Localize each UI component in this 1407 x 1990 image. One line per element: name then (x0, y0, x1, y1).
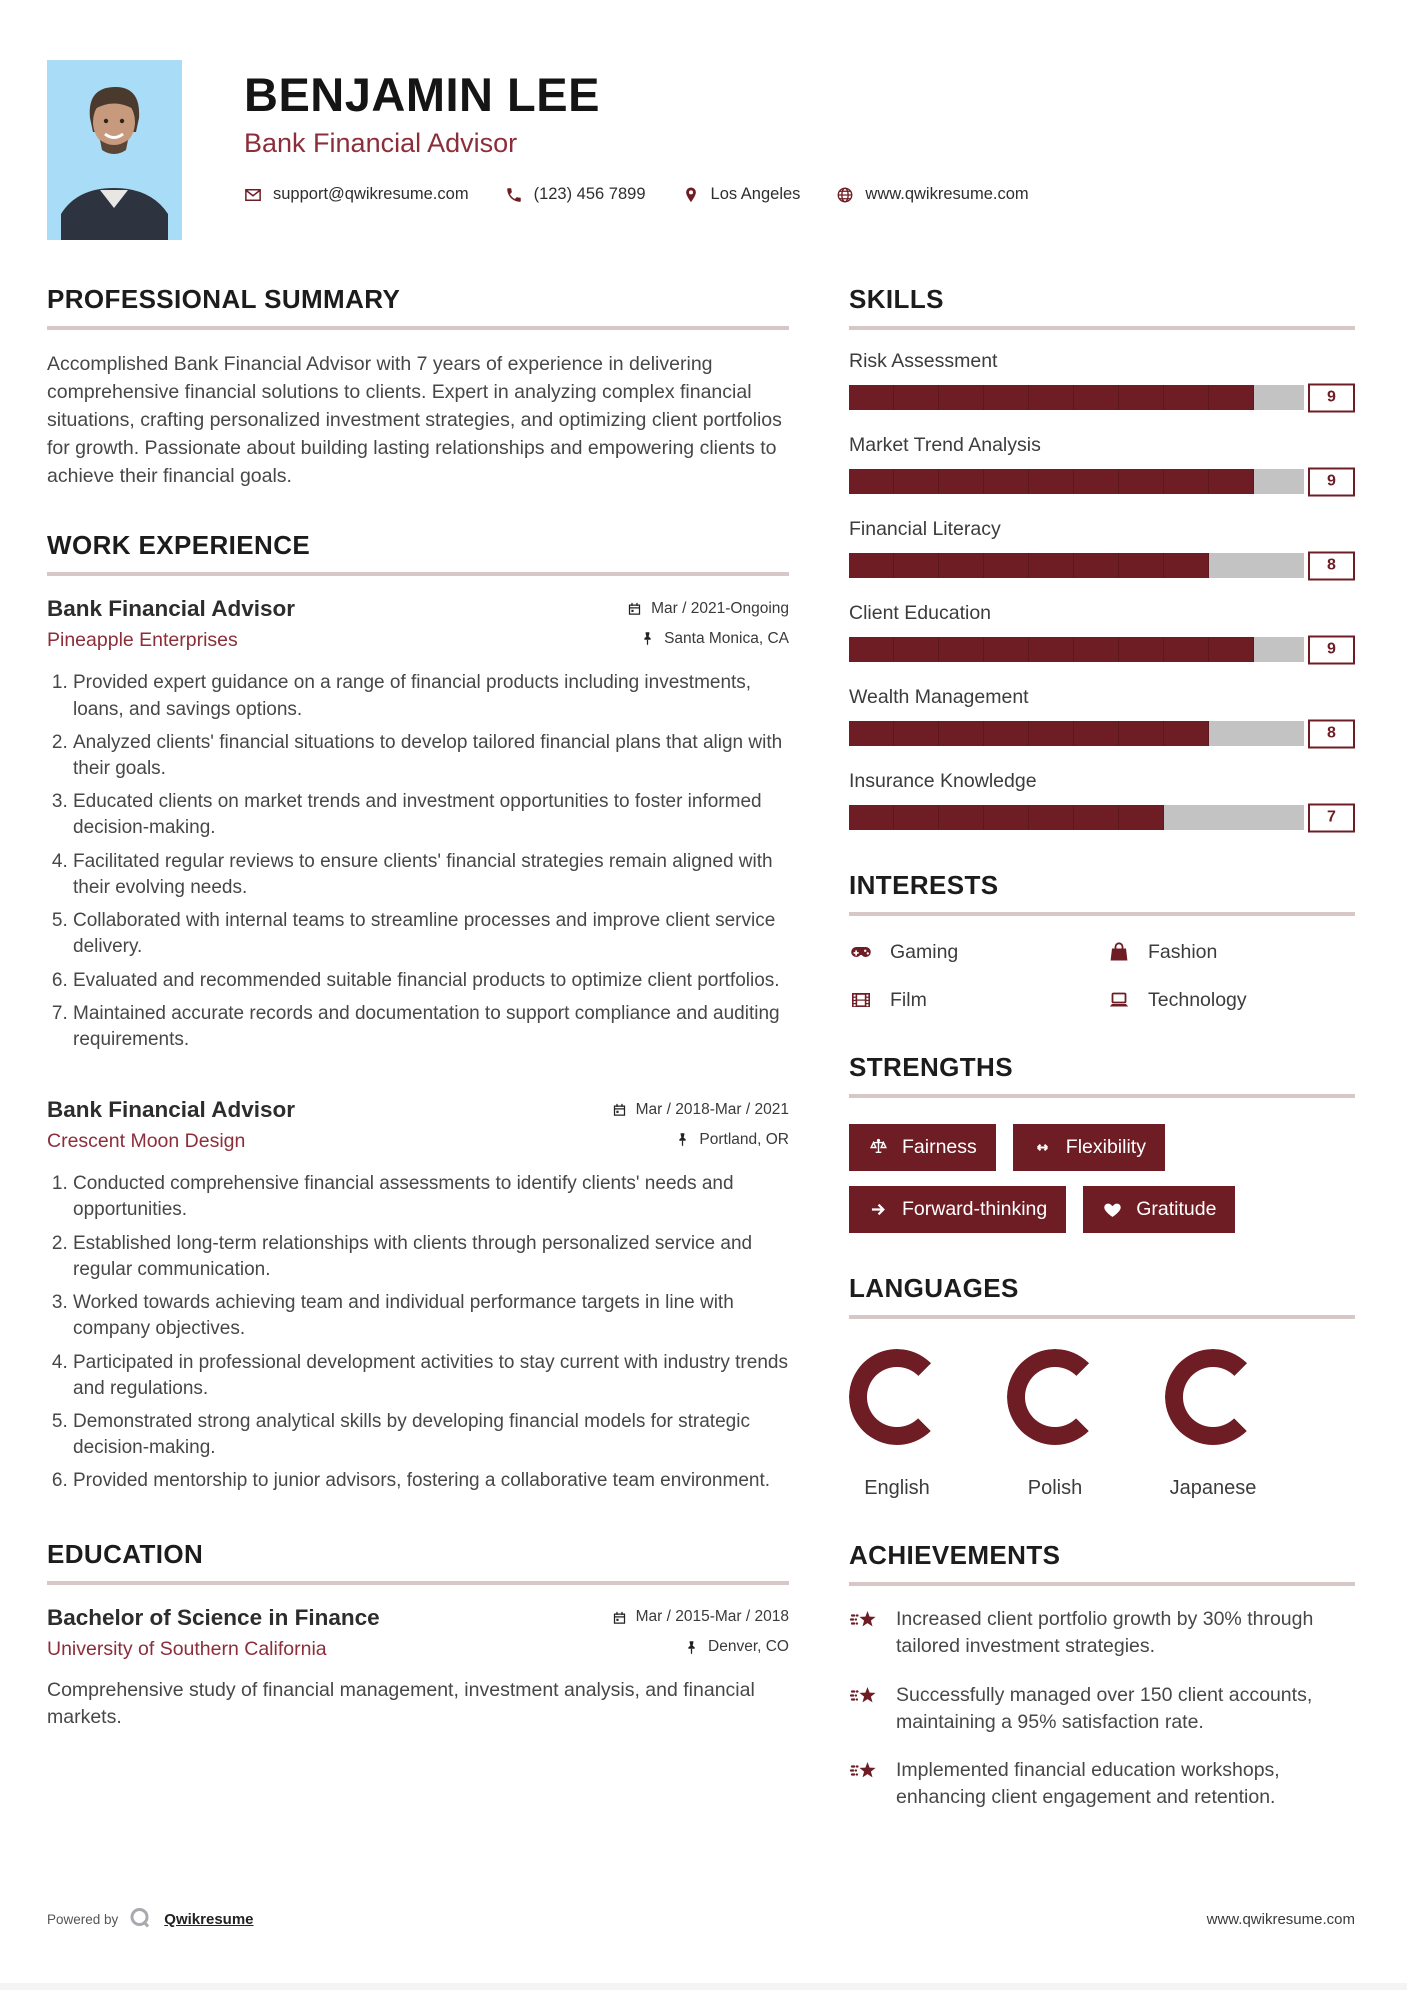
section-professional-summary (47, 284, 789, 490)
skill-score-badge: 9 (1308, 467, 1355, 496)
shopping-bag-icon (1107, 940, 1131, 964)
interest-label: Gaming (890, 940, 959, 963)
language-level-ring (849, 1349, 945, 1445)
skill-bar (849, 721, 1355, 746)
interest-item (1107, 988, 1355, 1012)
strength-badge (849, 1186, 1066, 1233)
achievement-list (849, 1606, 1355, 1812)
shooting-star-icon (849, 1683, 879, 1713)
skill-label: Wealth Management (849, 686, 1029, 708)
job-date (612, 1101, 789, 1119)
skill-score-badge: 8 (1308, 551, 1355, 580)
interest-item (1107, 940, 1355, 964)
job-date-text: Mar / 2018-Mar / 2021 (635, 1100, 789, 1118)
language-list (849, 1339, 1355, 1500)
job-location (675, 1131, 789, 1149)
pushpin-icon (684, 1640, 699, 1655)
section-education (47, 1539, 789, 1732)
job-bullet: 4. Facilitated regular reviews to ensure clients' financial strategies remain aligned with their evolving needs. (73, 849, 789, 901)
skill-item (849, 434, 1355, 494)
language-item (849, 1349, 945, 1500)
job-bullet: 1. Conducted comprehensive financial assessments to identify clients' needs and opportunities. (73, 1171, 789, 1223)
skill-bar (849, 637, 1355, 662)
bottom-strip (0, 1983, 1407, 1990)
summary-text: Accomplished Bank Financial Advisor with 7 years of experience in delivering comprehensive financial solutions to clients. Expert in analyzing complex financial situations, crafting personalized investment strategies, and optimizing client portfolios for growth. Passionate about building lasting relationships and empowering clients to achieve their financial goals. (47, 353, 782, 488)
job-bullet: 7. Maintained accurate records and documentation to support compliance and auditing requirements. (73, 1001, 789, 1053)
job-bullet: 5. Demonstrated strong analytical skills by developing financial models for strategic decision-making. (73, 1409, 789, 1461)
content-columns (0, 284, 1407, 1852)
profile-photo-image (47, 60, 182, 240)
section-divider (47, 1581, 789, 1585)
skill-label: Risk Assessment (849, 350, 998, 372)
skill-bar (849, 805, 1355, 830)
language-item (1007, 1349, 1103, 1500)
gamepad-icon (849, 940, 873, 964)
section-divider (47, 326, 789, 330)
strength-badge (1013, 1124, 1165, 1171)
section-heading: EDUCATION (47, 1538, 204, 1569)
contact-location-text: Los Angeles (710, 185, 801, 204)
contact-email[interactable] (244, 185, 469, 204)
section-divider (849, 1094, 1355, 1098)
skill-bar-fill (849, 721, 1209, 746)
skill-item (849, 602, 1355, 662)
calendar-icon (612, 1610, 627, 1625)
achievement-text: Successfully managed over 150 client accounts, maintaining a 95% satisfaction rate. (896, 1683, 1313, 1733)
section-achievements (849, 1540, 1355, 1812)
section-divider (849, 1582, 1355, 1586)
contact-location (682, 185, 801, 204)
job-bullet-list (47, 1171, 789, 1494)
powered-by-label: Powered by (47, 1911, 119, 1927)
achievement-item (849, 1757, 1355, 1812)
degree-title: Bachelor of Science in Finance (47, 1604, 380, 1630)
section-interests (849, 870, 1355, 1012)
section-divider (47, 572, 789, 576)
section-divider (849, 1315, 1355, 1319)
arrows-left-right-icon (1032, 1137, 1053, 1158)
envelope-icon (244, 186, 262, 204)
section-strengths (849, 1052, 1355, 1233)
calendar-icon (627, 601, 642, 616)
left-column (47, 284, 789, 1852)
skill-label: Client Education (849, 602, 992, 624)
job-company: Crescent Moon Design (47, 1130, 246, 1153)
education-location-text: Denver, CO (708, 1638, 789, 1656)
strength-label: Forward-thinking (902, 1198, 1048, 1220)
skill-score-badge: 9 (1308, 635, 1355, 664)
skill-bar (849, 469, 1355, 494)
job-bullet: 6. Provided mentorship to junior advisors, fostering a collaborative team environment. (73, 1468, 789, 1494)
job-bullet-list (47, 670, 789, 1053)
language-label: English (864, 1477, 930, 1499)
strength-badge (849, 1124, 996, 1171)
skill-bar-fill (849, 469, 1254, 494)
interest-label: Film (890, 988, 927, 1011)
skill-bar (849, 553, 1355, 578)
section-work-experience (47, 530, 789, 1494)
skill-bar-fill (849, 385, 1254, 410)
job-bullet: 1. Provided expert guidance on a range of financial products including investments, loans, and savings options. (73, 670, 789, 722)
laptop-icon (1107, 988, 1131, 1012)
interest-label: Technology (1148, 988, 1247, 1011)
language-item (1165, 1349, 1261, 1500)
skill-item (849, 350, 1355, 410)
education-entry (47, 1605, 789, 1732)
job-location-text: Santa Monica, CA (664, 629, 789, 647)
strength-list (849, 1118, 1355, 1233)
section-heading: WORK EXPERIENCE (47, 530, 311, 561)
contact-website-text: www.qwikresume.com (865, 185, 1029, 204)
pushpin-icon (640, 631, 655, 646)
skill-score-badge: 8 (1308, 719, 1355, 748)
achievement-text: Increased client portfolio growth by 30% through tailored investment strategies. (896, 1608, 1314, 1658)
scales-icon (868, 1137, 889, 1158)
skill-bar-fill (849, 637, 1254, 662)
contact-phone (505, 185, 646, 204)
achievement-text: Implemented financial education workshops, enhancing client engagement and retention. (896, 1759, 1280, 1809)
skill-bar-fill (849, 805, 1164, 830)
language-label: Japanese (1169, 1477, 1257, 1499)
section-skills (849, 284, 1355, 830)
interest-item (849, 988, 1097, 1012)
job-title: Bank Financial Advisor (47, 596, 295, 622)
job-bullet: 2. Established long-term relationships with clients through personalized service and regular communication. (73, 1231, 789, 1283)
header-info (244, 60, 1029, 204)
contact-row (244, 185, 1029, 204)
language-label: Polish (1027, 1477, 1083, 1499)
job-location-text: Portland, OR (699, 1130, 789, 1148)
job-date (627, 600, 789, 618)
interest-label: Fashion (1148, 940, 1218, 963)
section-divider (849, 326, 1355, 330)
achievement-item (849, 1606, 1355, 1661)
footer-left (47, 1906, 254, 1932)
section-heading: INTERESTS (849, 870, 999, 900)
interest-item (849, 940, 1097, 964)
person-name: BENJAMIN LEE (244, 68, 600, 121)
person-job-title: Bank Financial Advisor (244, 128, 518, 159)
footer (47, 1906, 1355, 1932)
job-entry (47, 596, 789, 1053)
education-date (612, 1608, 789, 1626)
skill-score-badge: 7 (1308, 803, 1355, 832)
location-pin-icon (682, 186, 700, 204)
heart-icon (1102, 1199, 1123, 1220)
section-heading: PROFESSIONAL SUMMARY (47, 284, 401, 314)
language-level-ring (1007, 1349, 1103, 1445)
skill-item (849, 770, 1355, 830)
skill-label: Financial Literacy (849, 518, 1001, 540)
skill-label: Market Trend Analysis (849, 434, 1041, 456)
achievement-item (849, 1682, 1355, 1737)
skill-list (849, 350, 1355, 830)
education-description: Comprehensive study of financial management, investment analysis, and financial markets. (47, 1678, 755, 1729)
job-bullet: 4. Participated in professional development activities to stay current with industry trends and regulations. (73, 1350, 789, 1402)
shooting-star-icon (849, 1758, 879, 1788)
job-date-text: Mar / 2021-Ongoing (651, 599, 789, 617)
section-heading: STRENGTHS (849, 1052, 1013, 1082)
strength-badge (1083, 1186, 1235, 1233)
section-languages (849, 1273, 1355, 1500)
skill-item (849, 686, 1355, 746)
qwikresume-logo-icon (128, 1906, 154, 1932)
contact-phone-text: (123) 456 7899 (533, 185, 646, 204)
education-date-text: Mar / 2015-Mar / 2018 (635, 1608, 789, 1626)
education-location (684, 1638, 789, 1656)
globe-icon (836, 186, 854, 204)
job-bullet: 3. Worked towards achieving team and individual performance targets in line with company objectives. (73, 1290, 789, 1342)
skill-score-badge: 9 (1308, 383, 1355, 412)
contact-email-text: support@qwikresume.com (273, 185, 469, 204)
footer-website: www.qwikresume.com (1206, 1910, 1355, 1928)
school-name: University of Southern California (47, 1637, 327, 1660)
header (0, 0, 1407, 240)
right-column (849, 284, 1355, 1852)
pushpin-icon (675, 1132, 690, 1147)
arrow-right-icon (868, 1199, 889, 1220)
job-company: Pineapple Enterprises (47, 629, 238, 652)
job-bullet: 2. Analyzed clients' financial situations to develop tailored financial plans that align with their goals. (73, 730, 789, 782)
interest-list (849, 936, 1355, 1012)
phone-icon (505, 186, 523, 204)
shooting-star-icon (849, 1607, 879, 1637)
profile-photo (47, 60, 182, 240)
section-divider (849, 912, 1355, 916)
section-heading: SKILLS (849, 284, 944, 314)
strength-label: Flexibility (1065, 1136, 1146, 1158)
job-bullet: 5. Collaborated with internal teams to streamline processes and improve client service delivery. (73, 908, 789, 960)
skill-item (849, 518, 1355, 578)
job-entry (47, 1097, 789, 1494)
film-icon (849, 988, 873, 1012)
skill-bar (849, 385, 1355, 410)
language-level-ring (1165, 1349, 1261, 1445)
section-heading: LANGUAGES (849, 1273, 1019, 1303)
strength-label: Fairness (902, 1136, 977, 1158)
job-list (47, 596, 789, 1494)
strength-label: Gratitude (1136, 1198, 1217, 1220)
contact-website[interactable] (836, 185, 1028, 204)
job-bullet: 3. Educated clients on market trends and investment opportunities to foster informed decision-making. (73, 789, 789, 841)
skill-label: Insurance Knowledge (849, 770, 1037, 792)
job-bullet: 6. Evaluated and recommended suitable financial products to optimize client portfolios. (73, 968, 789, 994)
calendar-icon (612, 1102, 627, 1117)
job-title: Bank Financial Advisor (47, 1097, 295, 1123)
qwikresume-link[interactable]: Qwikresume (164, 1910, 254, 1928)
skill-bar-fill (849, 553, 1209, 578)
section-heading: ACHIEVEMENTS (849, 1540, 1061, 1570)
job-location (640, 630, 789, 648)
